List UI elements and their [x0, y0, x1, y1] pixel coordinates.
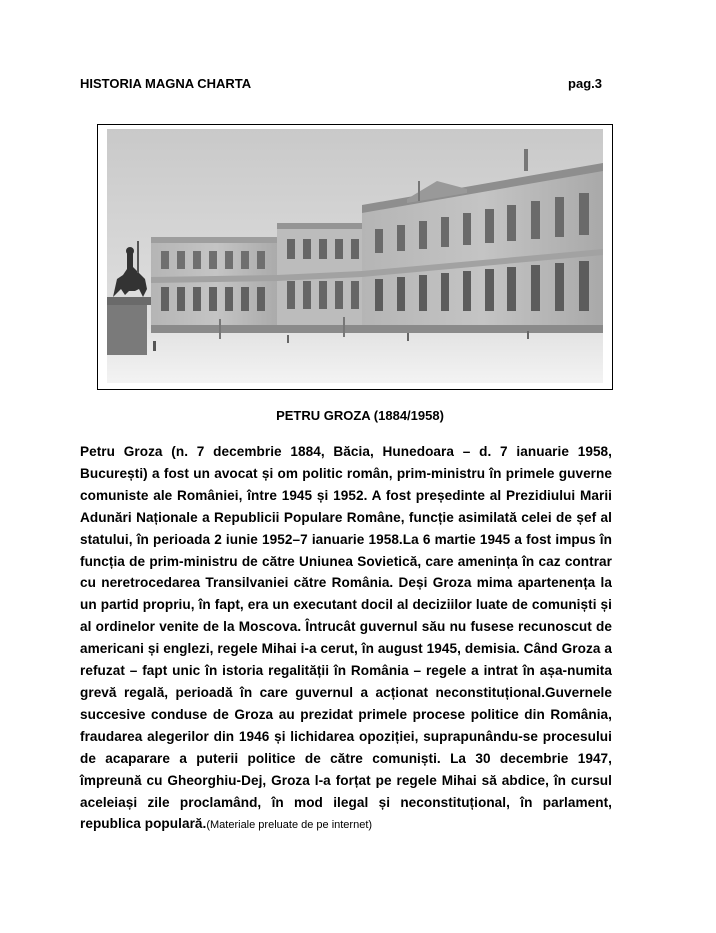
page-number: pag.3 — [568, 76, 602, 91]
royal-palace-photo — [107, 129, 603, 383]
caption-text: PETRU GROZA (1884/1958) — [276, 408, 444, 423]
article-paragraph: Petru Groza (n. 7 decembrie 1884, Băcia, Hunedoara – d. 7 ianuarie 1958, București) a fost un avocat și om politic român, prim-ministru în primele guverne comuniste ale României, între 1945 și 1952. A fost președinte al Prezidiului Marii Adunări Naționale a Republicii Populare Române, funcție asimilată celei de șef al statului, în perioada 2 iunie 1952–7 ianuarie 1958.La 6 martie 1945 a fost impus în funcția de prim-ministru de către Uniunea Sovietică, care amenința în caz contrar cu neretrocedarea Transilvaniei către România. Deși Groza mima apartenența la un partid propriu, în fapt, era un executant docil al deciziilor luate de comuniști și al ordinelor venite de la Moscova. Întrucât guvernul său nu fusese recunoscut de americani și englezi, regele Mihai i-a cerut, în august 1945, demisia. Când Groza a refuzat – fapt unic în istoria regalității în România – regele a intrat în așa-numita grevă regală, perioadă în care guvernul a acționat neconstituțional.Guvernele succesive conduse de Groza au prezidat primele procese politice din România, fraudarea alegerilor din 1946 și lichidarea opoziției, suprapunându-se procesului de acaparare a puterii politice de către comuniști. La 30 decembrie 1947, împreună cu Gheorghiu-Dej, Groza l-a forțat pe regele Mihai să abdice, în cursul aceleiași zile proclamând, în mod ilegal și neconstituțional, în parlament, republica populară. — [80, 444, 612, 832]
page-header — [80, 76, 602, 96]
document-title: HISTORIA MAGNA CHARTA — [80, 76, 252, 91]
photo-frame — [97, 124, 613, 390]
photo-illustration — [107, 129, 603, 383]
article-body — [80, 441, 612, 837]
photo-caption — [0, 408, 716, 423]
source-note: (Materiale preluate de pe internet) — [206, 819, 373, 832]
